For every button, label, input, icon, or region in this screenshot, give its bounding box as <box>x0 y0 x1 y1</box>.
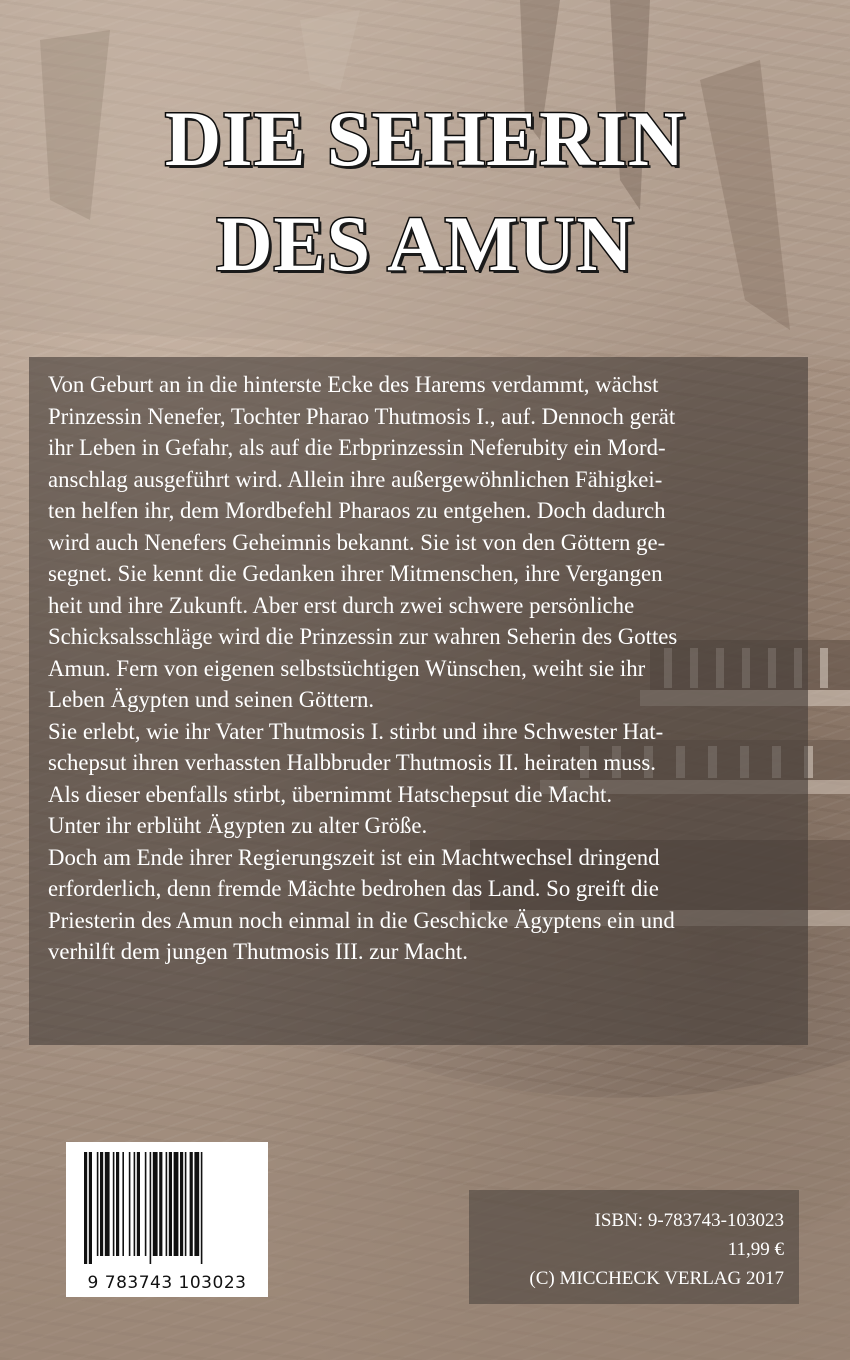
price-text: 11,99 € <box>727 1239 784 1260</box>
blurb-line: Doch am Ende ihrer Regierungszeit ist ein Machtwechsel dringend <box>48 844 660 870</box>
blurb-line: Leben Ägypten und seinen Göttern. <box>48 687 375 712</box>
blurb-line: verhilft dem jungen Thutmosis III. zur Macht. <box>48 939 468 964</box>
blurb-line: heit und ihre Zukunft. Aber erst durch zwei schwere persönliche <box>48 592 635 618</box>
isbn-text: ISBN: 9-783743-103023 <box>594 1210 784 1231</box>
blurb-line: Amun. Fern von eigenen selbstsüchtigen Wünschen, weiht sie ihr <box>48 655 646 681</box>
blurb-line: Als dieser ebenfalls stirbt, übernimmt Hatschepsut die Macht. <box>48 781 613 807</box>
blurb-line: wird auch Nenefers Geheimnis bekannt. Sie ist von den Göttern ge- <box>48 529 666 555</box>
barcode-bars <box>84 1152 250 1264</box>
blurb-line: Schicksalsschläge wird die Prinzessin zur wahren Seherin des Gottes <box>48 624 678 649</box>
barcode-digits: 9 783743 103023 <box>87 1273 247 1293</box>
blurb-line: ihr Leben in Gefahr, als auf die Erbprinzessin Neferubity ein Mord- <box>48 435 666 460</box>
blurb-line: Unter ihr erblüht Ägypten zu alter Größe. <box>48 813 428 838</box>
blurb-line: Von Geburt an in die hinterste Ecke des Harems verdammt, wächst <box>48 372 659 397</box>
blurb-line: ten helfen ihr, dem Mordbefehl Pharaos zu entgehen. Doch dadurch <box>48 498 666 523</box>
blurb-line: Priesterin des Amun noch einmal in die Geschicke Ägyptens ein und <box>48 907 675 933</box>
blurb-panel <box>29 357 808 1045</box>
blurb-line: Prinzessin Nenefer, Tochter Pharao Thutmosis I., auf. Dennoch gerät <box>48 403 676 429</box>
book-title-line-1: DIE SEHERIN <box>164 95 686 182</box>
blurb-line: Sie erlebt, wie ihr Vater Thutmosis I. stirbt und ihre Schwester Hat- <box>48 718 664 744</box>
blurb-line: erforderlich, denn fremde Mächte bedrohen das Land. So greift die <box>48 876 659 901</box>
publisher-text: (C) MICCHECK VERLAG 2017 <box>529 1268 784 1289</box>
isbn-barcode <box>66 1142 268 1297</box>
blurb-line: schepsut ihren verhassten Halbbruder Thutmosis II. heiraten muss. <box>48 750 656 775</box>
book-title-line-2: DES AMUN <box>216 200 634 287</box>
imprint-panel <box>469 1190 799 1304</box>
blurb-line: anschlag ausgeführt wird. Allein ihre außergewöhnlichen Fähigkei- <box>48 466 663 492</box>
blurb-line: segnet. Sie kennt die Gedanken ihrer Mitmenschen, ihre Vergangen <box>48 561 663 586</box>
